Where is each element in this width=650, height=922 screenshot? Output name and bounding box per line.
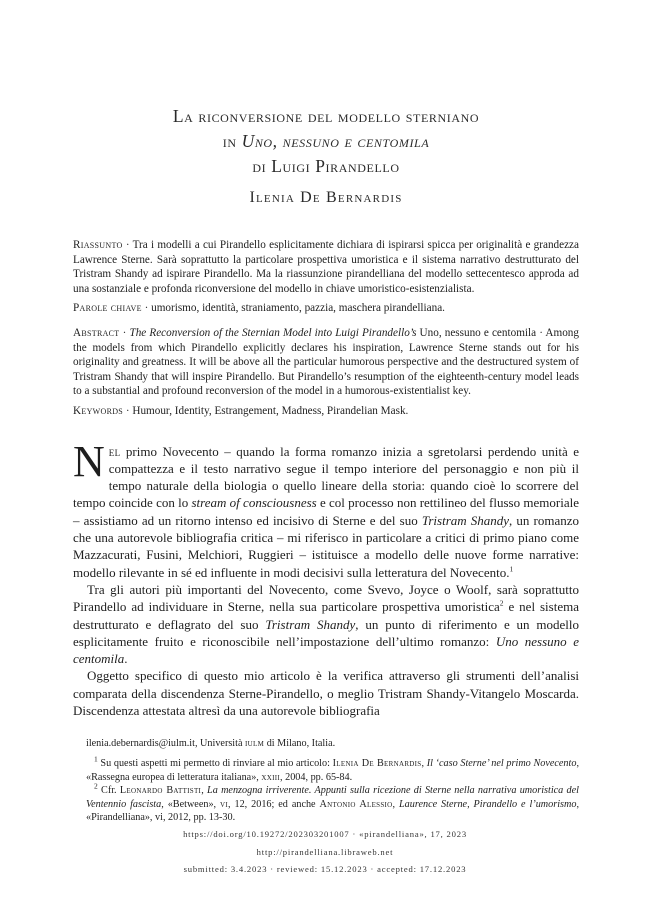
p2-text-b: e nel sistema destrutturato e deflagrato del suo [73, 599, 579, 632]
fn2-text-a: Cfr. [97, 785, 120, 797]
article-title [73, 104, 579, 179]
footnotes [86, 737, 579, 824]
fn2-author-1: Leonardo Battisti [119, 785, 202, 797]
paragraph-1 [73, 436, 579, 581]
p2-italic-2: Uno nessuno e centomila [73, 633, 579, 667]
footnote-ref-2[interactable]: 2 [499, 598, 504, 608]
parole-chiave [73, 301, 579, 316]
abstract-title-italic: The Reconversion of the Sternian Model into Luigi Pirandello’s [129, 326, 417, 339]
doi-line[interactable]: https://doi.org/10.19272/202303201007 · «pirandelliana», 17, 2023 [183, 829, 467, 839]
fn2-title-1: La menzogna irriverente. Appunti sulla ricezione di Sterne nella narrativa umoristica del Ventennio fascista [86, 785, 580, 810]
abstract-label: Abstract [73, 326, 120, 339]
parole-chiave-text: · umorismo, identità, straniamento, pazzia, maschera pirandelliana. [141, 302, 445, 315]
p1-text-b: e col processo non rettilineo del flusso memoriale – assistiamo ad un ritorno intenso ed incisivo di Sterne e del suo [73, 495, 579, 528]
p2-text-a: Tra gli autori più importanti del Novecento, come Svevo, Joyce o Woolf, sarà soprattutto Pirandello ad individuare in Sterne, nella sua particolare prospettiva umoristica [73, 581, 579, 615]
fn2-title-2: Laurence Sterne, Pirandello e l’umorismo [399, 798, 577, 810]
p2-italic-1: Tristram Shandy [265, 616, 356, 632]
journal-url[interactable]: http://pirandelliana.libraweb.net [256, 847, 394, 857]
fn2-text-d: , «Pirandelliana», vi, 2012, pp. 13-30. [86, 798, 580, 824]
english-abstract [73, 326, 579, 399]
article-page [73, 0, 579, 719]
riassunto-label: Riassunto [73, 239, 123, 251]
keywords-label: Keywords [73, 404, 124, 417]
abstract-sep: · [119, 326, 130, 339]
p1-smallcaps: el [108, 443, 121, 459]
author-affiliation [86, 737, 579, 750]
fn2-text-c: , 12, 2016; ed anche [228, 798, 320, 810]
email-suffix: di Milano, Italia. [264, 738, 336, 749]
abstract-block [73, 238, 579, 419]
drop-cap: N [73, 436, 105, 486]
parole-chiave-label: Parole chiave [73, 302, 142, 315]
title-line-2 [73, 129, 579, 154]
p1-italic-2: Tristram Shandy [421, 512, 510, 528]
article-body [73, 436, 580, 720]
fn2-sep-1: , [201, 785, 208, 797]
footnote-2-number: 2 [94, 781, 98, 791]
fn1-sep: , [421, 758, 427, 770]
submission-dates: submitted: 3.4.2023 · reviewed: 15.12.2023 · accepted: 17.12.2023 [183, 864, 467, 874]
riassunto-text: · Tra i modelli a cui Pirandello esplicitamente dichiara di ispirarsi spicca per originalità e grandezza Lawrence Sterne. Sarà soprattutto la particolare prospettiva umoristica e il sistema narrativo destrutturato del Tristram Shandy ad ispirare Pirandello. Ma la riassunzione pirandelliana del modello settecentesco approda ad una sostanziale e profonda riconversione del modello in chiave umoristico-esistenzialista. [73, 239, 579, 295]
p2-text-d: . [124, 651, 128, 667]
footnote-1 [86, 757, 579, 784]
fn2-text-b: , «Between», [161, 798, 221, 810]
footnote-2 [86, 781, 580, 824]
fn1-author: Ilenia De Bernardis [332, 758, 422, 770]
footnote-ref-1[interactable]: 1 [509, 564, 514, 574]
fn1-title: Il ‘caso Sterne’ nel primo Novecento [426, 758, 577, 770]
keywords-text: · Humour, Identity, Estrangement, Madness, Pirandelian Mask. [123, 404, 409, 417]
p1-text-c: , un romanzo che una autorevole bibliografia critica – mi riferisco in particolare a critici di primo piano come Mazzacurati, Fusini, Melchiori, Ruggieri – istituisce a modello delle nuove forme narrative: modello rilevante in sé ed influente in modi decisivi sulla letteratura del Novecento. [73, 512, 579, 580]
footnote-1-number: 1 [94, 755, 98, 765]
paragraph-2 [73, 581, 579, 667]
fn1-text-a: Su questi aspetti mi permetto di rinviare al mio articolo: [97, 758, 333, 770]
fn1-text-c: , 2004, pp. 65-84. [280, 771, 353, 783]
p2-text-c: , un punto di riferimento e un modello esplicitamente fruito e riconoscibile nell’impostazione dell’ultimo romanzo: [73, 616, 580, 649]
abstract-text: · Among the models from which Pirandello explicitly declares his inspiration, Lawrence Sterne stands out for his originality and greatness. It will be above all the particular humorous perspective and the destructured system of Tristram Shandy that will inspire Pirandello. But Pirandello’s resumption of the eighteenth-century model leads to a substantial and profound reconversion of the model in a humorous-existentialist key. [73, 326, 579, 398]
p3-text-a: Oggetto specifico di questo mio articolo è la verifica attraverso gli strumenti dell’analisi comparata della discendenza Sterne-Pirandello, o meglio Tristram Shandy-Vitangelo Moscarda. Discendenza attestata altresì da una autorevole bibliografia [73, 668, 579, 718]
title-line-3: di Luigi Pirandello [252, 156, 400, 176]
paragraph-3 [73, 667, 579, 719]
fn2-author-2: Antonio Alessio [319, 798, 393, 810]
author-name: Ilenia De Bernardis [249, 189, 403, 206]
title-line-1: La riconversione del modello sterniano [172, 106, 480, 126]
fn2-sep-2: , [392, 798, 400, 810]
keywords [73, 404, 579, 419]
p1-italic-1: stream of consciousness [191, 495, 317, 511]
fn2-volume: vi [220, 798, 229, 810]
fn1-text-b: , «Rassegna europea di letteratura italiana», [86, 758, 579, 783]
p1-text-a: primo Novecento – quando la forma romanzo inizia a sgretolarsi perdendo unità e compattezza e il testo narrativo segue il tempo interiore del personaggio e non più il tempo naturale della biologia o quello lineare della storia: quando cioè lo scorrere del tempo coincide con lo [73, 443, 579, 511]
email-smallcaps: iulm [245, 738, 265, 749]
riassunto [73, 238, 579, 296]
title-line-2-italic: Uno, nessuno e centomila [241, 131, 430, 151]
fn1-volume: xxiii [261, 771, 280, 783]
title-line-2-prefix: in [222, 131, 242, 151]
email-prefix: ilenia.debernardis@iulm.it, Università [86, 738, 246, 749]
abstract-title-roman: Uno, nessuno e centomila [416, 326, 537, 339]
